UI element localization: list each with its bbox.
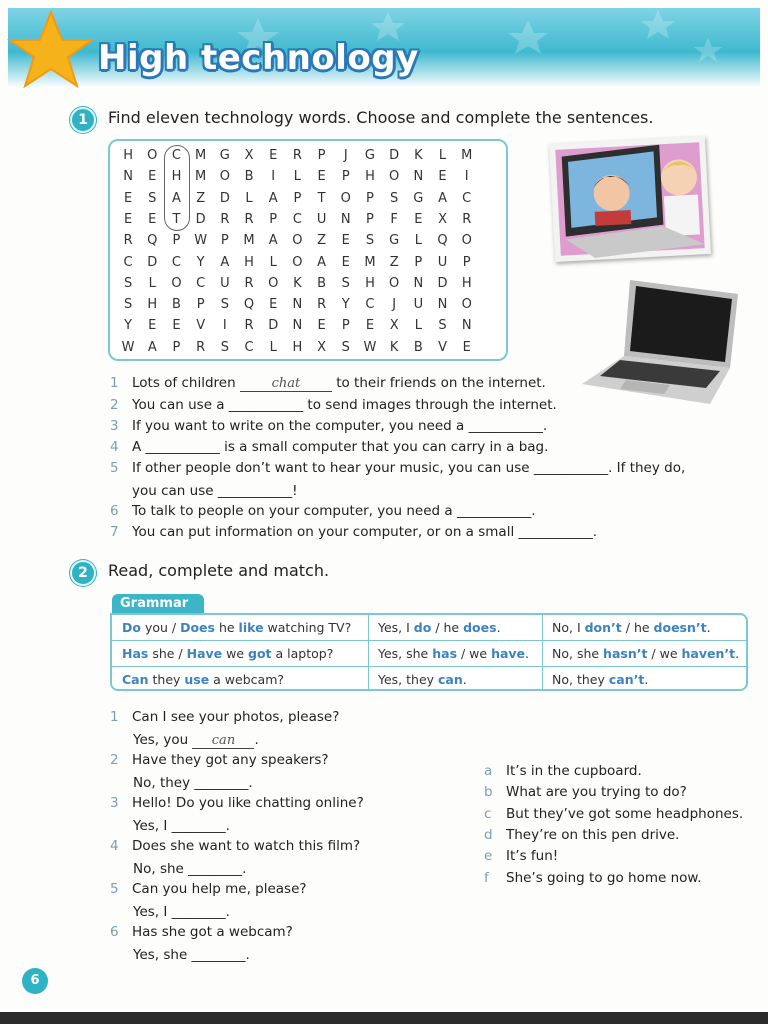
answer-text: No, they ________. [133,775,253,791]
option-letter: d [484,826,493,843]
grid-letter[interactable]: N [340,211,351,227]
grid-letter[interactable]: Y [124,318,133,334]
grid-letter[interactable]: R [292,148,302,163]
grid-letter[interactable]: E [269,297,278,313]
grid-letter[interactable]: F [390,211,398,227]
grammar-cell [542,615,748,641]
grammar-text: got [248,646,272,661]
answer-line [133,904,230,920]
grid-letter[interactable]: P [341,318,350,334]
sentence-item [110,460,685,476]
grammar-text: watching TV? [263,620,352,635]
grid-letter[interactable]: E [123,190,133,206]
exercise-1-number: 1 [70,107,96,133]
grid-letter[interactable]: O [461,233,472,249]
grid-letter[interactable]: D [268,318,279,334]
grid-letter[interactable]: X [244,148,254,163]
grid-letter[interactable]: C [365,297,375,313]
grid-letter[interactable]: R [244,211,254,227]
grid-letter[interactable]: A [147,339,157,355]
grid-letter[interactable]: C [123,254,133,270]
sentence-item [110,524,597,540]
grammar-text: does [463,620,497,635]
sentence-item [110,439,548,455]
grid-letter[interactable]: U [437,254,448,270]
question-number: 4 [110,838,119,854]
sentence-text: You can put information on your computer, or on a small ___________. [132,524,598,540]
sentence-text: you can use ___________! [132,483,298,499]
grid-letter[interactable]: R [244,318,254,334]
grid-letter[interactable]: L [245,190,253,206]
grid-letter[interactable]: B [413,339,423,355]
sentence-item [110,418,547,434]
grid-letter[interactable]: P [317,148,326,163]
grid-letter[interactable]: R [123,233,133,249]
option-letter: a [484,763,493,779]
grid-letter[interactable]: Z [317,233,327,249]
grammar-text: Yes, they [378,672,439,687]
grid-letter[interactable]: R [462,211,472,227]
grid-letter[interactable]: S [220,297,229,313]
grid-letter[interactable]: V [438,339,447,355]
grid-letter[interactable]: O [268,275,279,291]
laptop-children-icon [549,136,711,262]
grammar-text: you / [140,620,181,635]
grid-letter[interactable]: P [366,190,374,206]
grid-letter[interactable]: D [147,254,158,270]
question-text: Have they got any speakers? [132,752,329,768]
grid-letter[interactable]: U [413,297,424,313]
grammar-label: Grammar [112,594,204,614]
answer-text: No, she ________. [133,861,247,877]
grid-letter[interactable]: W [363,339,377,355]
grid-letter[interactable]: P [220,233,229,249]
grammar-cell [368,641,542,667]
grid-letter[interactable]: K [293,275,302,291]
exercise-2-number: 2 [70,560,96,586]
grammar-text: can’t [608,672,645,687]
sentence-number: 5 [110,460,119,476]
grammar-text: Does [180,620,215,635]
grammar-table [110,613,748,691]
grid-letter[interactable]: H [147,297,158,313]
exercise-1-instruction: Find eleven technology words. Choose and complete the sentences. [108,108,654,127]
sentence-text: Lots of children [132,375,240,391]
grid-letter[interactable]: D [195,211,206,227]
grid-letter[interactable]: M [195,169,207,185]
grid-letter[interactable]: Q [243,297,255,313]
grid-letter[interactable]: D [437,275,448,291]
grid-letter[interactable]: A [317,254,327,270]
grid-letter[interactable]: E [317,318,326,334]
grid-letter[interactable]: A [438,190,447,206]
grammar-text: she / [148,646,187,661]
sentence-text: If other people don’t want to hear your music, you can use ___________. If they do, [132,460,686,476]
grid-letter[interactable]: M [461,148,473,163]
grid-letter[interactable]: Y [341,297,350,313]
grid-letter[interactable]: H [461,275,472,291]
sentence-text: You can use a ___________ to send images through the internet. [132,397,557,413]
grammar-text: a laptop? [271,646,334,661]
grammar-text: Can [122,672,149,687]
grid-letter[interactable]: S [365,233,375,249]
grid-letter[interactable]: S [148,190,157,206]
grid-letter[interactable]: E [438,169,447,185]
grid-letter[interactable]: E [269,148,278,163]
grid-letter[interactable]: O [219,169,230,185]
grammar-text: / we [457,646,492,661]
grid-letter[interactable]: H [365,169,375,185]
match-option[interactable] [484,827,679,843]
question-item [110,838,360,854]
star-icon [6,10,96,90]
grid-letter[interactable]: M [195,148,207,163]
sentence-number: 4 [110,439,119,455]
grid-letter[interactable]: O [389,169,400,185]
grid-letter[interactable]: X [438,211,447,227]
grid-letter[interactable]: H [292,339,303,355]
grid-letter[interactable]: I [464,169,469,185]
grid-letter[interactable]: E [172,318,181,334]
laptop-icon [580,276,740,406]
grid-letter[interactable]: O [389,275,400,291]
grid-letter[interactable]: K [389,339,399,355]
grammar-text: we [222,646,249,661]
grammar-text: . [525,646,530,661]
grid-letter[interactable]: A [220,254,230,270]
grammar-text: hasn’t [603,646,648,661]
grid-letter[interactable]: E [123,211,133,227]
question-number: 6 [110,924,119,940]
grammar-text: can [438,672,463,687]
sentence-text: To talk to people on your computer, you need a ___________. [132,503,536,519]
grammar-text: like [238,620,264,635]
grammar-text: . [706,620,711,635]
option-letter: f [484,869,489,886]
grid-letter[interactable]: W [121,339,135,355]
grid-letter[interactable]: W [194,233,208,249]
grid-letter[interactable]: P [196,297,205,313]
grid-letter[interactable]: O [147,148,158,163]
grammar-text: use [184,672,210,687]
grid-letter[interactable]: I [222,318,227,334]
grammar-text: . [496,620,501,635]
grammar-text: they [148,672,185,687]
grid-letter[interactable]: A [268,190,278,206]
question-text: Has she got a webcam? [132,924,293,940]
match-option[interactable] [484,806,743,822]
question-text: Can you help me, please? [132,881,307,897]
grid-letter[interactable]: R [196,339,206,355]
grid-letter[interactable]: C [171,148,181,163]
grid-letter[interactable]: O [292,233,303,249]
grid-letter[interactable]: I [271,169,276,185]
answer-text: Yes, she ________. [133,947,250,963]
sentence-number: 6 [110,503,119,519]
question-item [110,752,329,768]
grid-letter[interactable]: G [219,148,230,163]
grammar-text: have [491,646,526,661]
grid-letter[interactable]: G [413,190,424,206]
grid-letter[interactable]: P [172,233,181,249]
grid-letter[interactable]: E [148,211,157,227]
grammar-text: do [413,620,432,635]
grammar-text: Yes, I [378,620,414,635]
grid-letter[interactable]: Y [196,254,205,270]
option-text: But they’ve got some headphones. [506,805,744,822]
question-item [110,795,364,811]
grid-letter[interactable]: H [123,148,133,163]
answer-text: Yes, I ________. [133,818,230,834]
grammar-text: No, I [552,620,585,635]
grid-letter[interactable]: P [269,211,278,227]
answer-text: . [254,732,259,748]
grid-letter[interactable]: J [343,148,348,163]
grid-letter[interactable]: X [389,318,399,334]
grammar-cell [112,615,368,641]
grid-letter[interactable]: N [292,318,303,334]
grammar-cell [112,667,368,693]
grid-letter[interactable]: T [317,190,326,206]
grid-letter[interactable]: L [414,233,422,249]
question-number: 2 [110,752,119,768]
grammar-cell [542,667,748,693]
match-option[interactable] [484,763,642,779]
grid-letter[interactable]: B [172,297,181,313]
answer-blank[interactable]: chat [240,377,332,392]
sentence-number: 3 [110,418,119,434]
grid-letter[interactable]: L [148,275,156,291]
grid-letter[interactable]: E [462,339,471,355]
grid-letter[interactable]: N [413,169,424,185]
grid-letter[interactable]: S [438,318,447,334]
grid-letter[interactable]: L [414,318,422,334]
children-photo [549,136,711,262]
sentence-number: 7 [110,524,119,540]
grid-letter[interactable]: L [269,339,277,355]
answer-blank[interactable]: can [192,734,254,749]
grid-letter[interactable]: C [171,254,181,270]
grammar-text: . [644,672,649,687]
option-text: It’s in the cupboard. [506,763,642,779]
grammar-text: / he [431,620,464,635]
grid-letter[interactable]: E [341,254,350,270]
grammar-text: Has [122,646,149,661]
grid-letter[interactable]: D [389,148,400,163]
question-number: 5 [110,881,119,897]
grid-letter[interactable]: L [293,169,302,185]
grid-letter[interactable]: X [317,339,327,355]
grammar-text: has [432,646,458,661]
grid-letter[interactable]: D [219,190,230,206]
grammar-text: No, they [552,672,609,687]
grid-letter[interactable]: G [364,148,375,163]
option-text: What are you trying to do? [506,784,687,801]
grammar-text: Have [186,646,223,661]
sentence-number: 1 [110,375,119,391]
grid-letter[interactable]: E [148,318,157,334]
grid-row [116,252,479,273]
grid-letter[interactable]: J [392,297,397,313]
grid-letter[interactable]: O [461,297,472,313]
answer-line [133,818,230,834]
question-item [110,924,293,940]
question-text: Can I see your photos, please? [132,709,340,725]
grid-letter[interactable]: Z [196,190,206,206]
grammar-cell [112,641,368,667]
grid-letter[interactable]: P [462,254,471,270]
grid-letter[interactable]: A [268,233,278,249]
grid-letter[interactable]: Z [389,254,399,270]
grid-letter[interactable]: S [390,190,399,206]
grid-row [116,273,479,294]
sentence-number: 2 [110,397,119,413]
match-option[interactable] [484,870,701,886]
grid-letter[interactable]: E [414,211,423,227]
grid-row [116,230,479,251]
grammar-cell [368,615,542,641]
grid-letter[interactable]: S [341,339,350,355]
grammar-text: Do [122,620,141,635]
grid-letter[interactable]: N [413,275,424,291]
grid-letter[interactable]: H [171,169,182,185]
grammar-text: don’t [584,620,622,635]
grid-letter[interactable]: O [340,190,351,206]
option-letter: e [484,848,493,865]
bottom-bar [0,1012,768,1024]
question-number: 1 [110,709,119,725]
answer-line [133,732,259,749]
grid-row [116,337,479,358]
grid-letter[interactable]: C [292,211,302,227]
grid-letter[interactable]: G [389,233,400,249]
grid-letter[interactable]: H [244,254,254,270]
grid-letter[interactable]: N [461,318,472,334]
grid-letter[interactable]: U [316,211,327,227]
answer-line [133,775,253,791]
grammar-text: No, she [552,646,604,661]
answer-text: Yes, you [133,732,193,748]
grid-letter[interactable]: O [171,275,182,291]
grid-row [116,294,479,315]
grid-letter[interactable]: Q [437,233,448,249]
grammar-cell [542,641,748,667]
sentence-text: If you want to write on the computer, you need a ___________. [132,418,548,434]
grammar-text: . [462,672,467,687]
grammar-text: . [735,646,740,661]
grid-letter[interactable]: N [437,297,448,313]
grid-letter[interactable]: U [220,275,230,291]
question-number: 3 [110,795,119,811]
sentence-item [110,375,546,392]
grid-letter[interactable]: T [172,211,181,227]
option-letter: b [484,784,493,801]
grid-letter[interactable]: B [244,169,254,185]
question-item [110,881,307,897]
grid-letter[interactable]: R [244,275,254,291]
grid-letter[interactable]: E [317,169,326,185]
grammar-text: haven’t [681,646,736,661]
sentence-item [110,483,298,499]
sentence-text: to their friends on the internet. [331,375,546,391]
match-option[interactable] [484,848,558,864]
grid-letter[interactable]: H [365,275,375,291]
grid-letter[interactable]: V [196,318,206,334]
grid-row [116,315,479,336]
grid-letter[interactable]: P [414,254,423,270]
option-text: She’s going to go home now. [506,869,702,886]
grid-letter[interactable]: Q [147,233,158,249]
grammar-text: a webcam? [209,672,285,687]
grid-letter[interactable]: C [462,190,472,206]
sentence-item [110,503,536,519]
grid-letter[interactable]: B [317,275,327,291]
grid-letter[interactable]: C [196,275,206,291]
grid-letter[interactable]: S [220,339,229,355]
grid-letter[interactable]: P [172,339,181,355]
answer-line [133,861,246,877]
grid-letter[interactable]: K [414,148,423,163]
grammar-text: Yes, she [378,646,433,661]
grid-letter[interactable]: E [148,169,157,185]
page-title: High technology [98,38,419,78]
grid-letter[interactable]: S [123,297,133,313]
grid-letter[interactable]: O [292,254,303,270]
sentence-text: A ___________ is a small computer that you can carry in a bag. [132,439,549,455]
grammar-text: / he [621,620,654,635]
grid-letter[interactable]: C [244,339,254,355]
grid-letter[interactable]: E [341,233,350,249]
grid-letter[interactable]: S [341,275,350,291]
grid-letter[interactable]: N [292,297,303,313]
grammar-text: he [214,620,239,635]
answer-circle [164,145,190,231]
sentence-item [110,397,557,413]
question-item [110,709,339,725]
grid-letter[interactable]: S [123,275,133,291]
grid-letter[interactable]: A [172,190,181,206]
grid-letter[interactable]: E [365,318,375,334]
grid-letter[interactable]: L [438,148,447,163]
answer-text: Yes, I ________. [133,904,230,920]
grammar-text: doesn’t [653,620,707,635]
grid-letter[interactable]: P [293,190,302,206]
grid-letter[interactable]: P [341,169,350,185]
grid-letter[interactable]: P [366,211,374,227]
page-number: 6 [22,968,48,994]
grid-letter[interactable]: N [123,169,133,185]
question-text: Hello! Do you like chatting online? [132,795,364,811]
answer-line [133,947,250,963]
grammar-cell [368,667,542,693]
option-letter: c [484,805,492,822]
grid-letter[interactable]: M [364,254,376,270]
grid-letter[interactable]: L [269,254,277,270]
exercise-2-instruction: Read, complete and match. [108,561,330,580]
grid-letter[interactable]: R [220,211,230,227]
grid-letter[interactable]: M [243,233,255,249]
question-text: Does she want to watch this film? [132,838,361,854]
grid-letter[interactable]: R [317,297,327,313]
match-option[interactable] [484,784,687,800]
grammar-text: / we [647,646,682,661]
option-text: It’s fun! [506,848,559,865]
option-text: They’re on this pen drive. [506,826,680,843]
